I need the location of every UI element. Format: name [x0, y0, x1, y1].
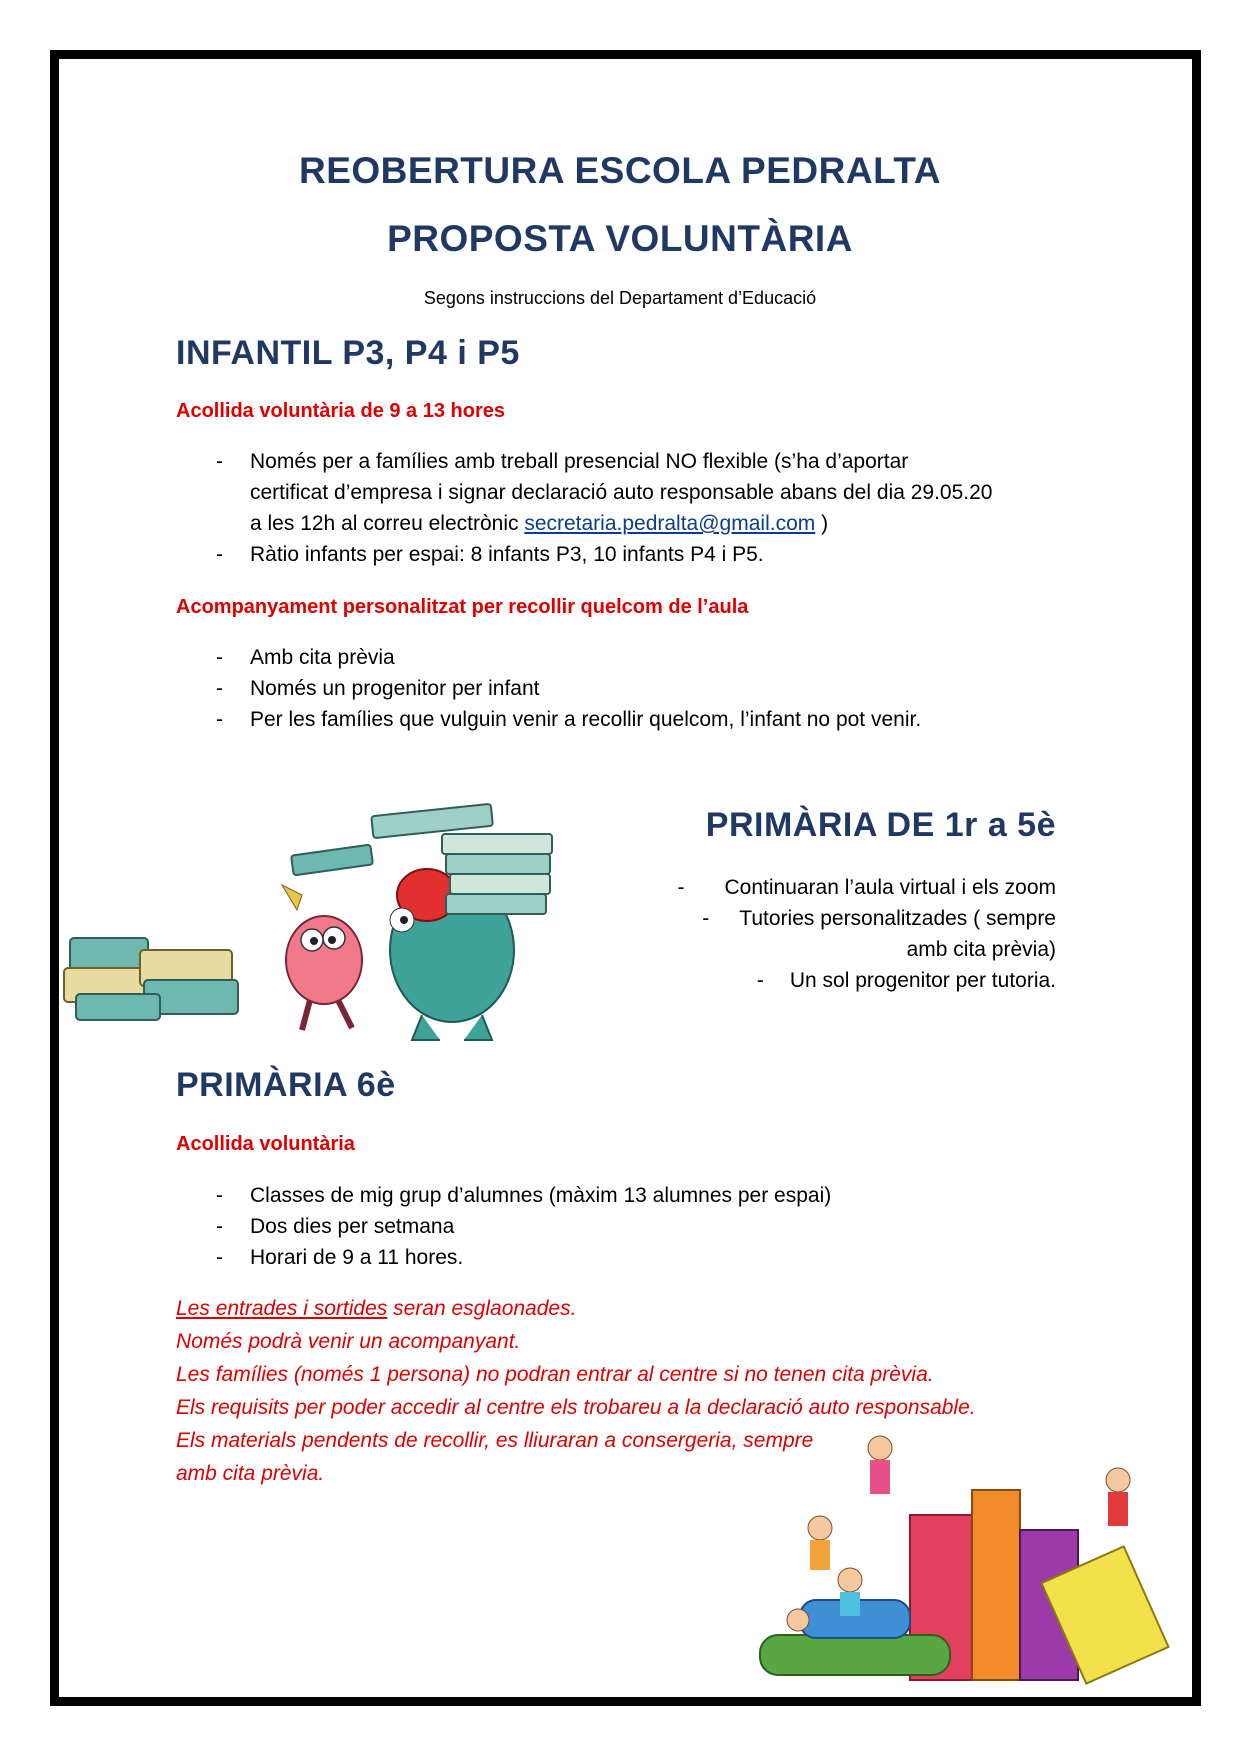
list-item-text: Tutories personalitzades ( sempre: [739, 907, 1056, 930]
section-heading-infantil: INFANTIL P3, P4 i P5: [176, 334, 520, 372]
list-item-text: ): [815, 512, 829, 535]
section-heading-primaria-6: PRIMÀRIA 6è: [176, 1066, 396, 1104]
list-item: - Tutories personalitzades ( sempre: [702, 907, 1056, 930]
book-pile-illustration: [64, 938, 238, 1020]
list-item: - Ràtio infants per espai: 8 infants P3, 10 infants P4 i P5.: [176, 539, 1096, 570]
list-item-text: Un sol progenitor per tutoria.: [789, 969, 1056, 992]
list-item: [176, 446, 1096, 539]
list-primaria-1-5: [596, 872, 1056, 996]
list-item-text: Només per a famílies amb treball presencial NO flexible (s’ha d’aportar: [250, 450, 909, 473]
list-acompanyament: [176, 642, 1096, 735]
list-item: amb cita prèvia): [906, 938, 1056, 961]
kids-books-illustration: [740, 1420, 1180, 1685]
green-monster-illustration: [371, 804, 552, 1040]
page-subtitle-title: PROPOSTA VOLUNTÀRIA: [387, 218, 853, 259]
note-underlined-text: Les entrades i sortides: [176, 1297, 388, 1320]
list-item-text: a les 12h al correu electrònic: [250, 512, 525, 535]
subheading-acollida-infantil: Acollida voluntària de 9 a 13 hores: [176, 400, 506, 422]
list-item: - Dos dies per setmana: [176, 1211, 1096, 1242]
note-line: Només podrà venir un acompanyant.: [176, 1330, 521, 1353]
note-text: seran esglaonades.: [387, 1297, 577, 1320]
page-subtitle: Segons instruccions del Departament d’Educació: [423, 288, 817, 308]
list-item: - Amb cita prèvia: [176, 642, 1096, 673]
pink-monster-illustration: [282, 845, 373, 1030]
list-item: - Continuaran l’aula virtual i els zoom: [677, 876, 1056, 899]
note-line: Els requisits per poder accedir al centre els trobareu a la declaració auto responsable.: [176, 1396, 976, 1419]
note-line: amb cita prèvia.: [176, 1462, 325, 1485]
list-item-text: certificat d’empresa i signar declaració auto responsable abans del dia 29.05.20: [250, 481, 993, 504]
list-acollida-infantil: [176, 446, 1096, 570]
page-title: REOBERTURA ESCOLA PEDRALTA: [299, 150, 941, 191]
email-link[interactable]: secretaria.pedralta@gmail.com: [524, 512, 816, 535]
list-item: - Un sol progenitor per tutoria.: [756, 969, 1056, 992]
list-item: - Horari de 9 a 11 hores.: [176, 1242, 1096, 1273]
subheading-acollida-6: Acollida voluntària: [176, 1133, 355, 1155]
list-item: - Només un progenitor per infant: [176, 673, 1096, 704]
subheading-acompanyament: Acompanyament personalitzat per recollir quelcom de l’aula: [176, 596, 749, 618]
list-item: - Classes de mig grup d’alumnes (màxim 13 alumnes per espai): [176, 1180, 1096, 1211]
note-line: [176, 1292, 1076, 1325]
list-primaria-6: [176, 1180, 1096, 1273]
note-line: Els materials pendents de recollir, es lliuraran a consergeria, sempre: [176, 1429, 814, 1452]
list-item: - Per les famílies que vulguin venir a recollir quelcom, l’infant no pot venir.: [176, 704, 1096, 735]
section-heading-primaria-1-5: PRIMÀRIA DE 1r a 5è: [705, 806, 1056, 844]
list-item-text: Continuaran l’aula virtual i els zoom: [724, 876, 1056, 899]
note-line: Les famílies (només 1 persona) no podran entrar al centre si no tenen cita prèvia.: [176, 1363, 934, 1386]
books-monsters-illustration: [62, 790, 562, 1050]
